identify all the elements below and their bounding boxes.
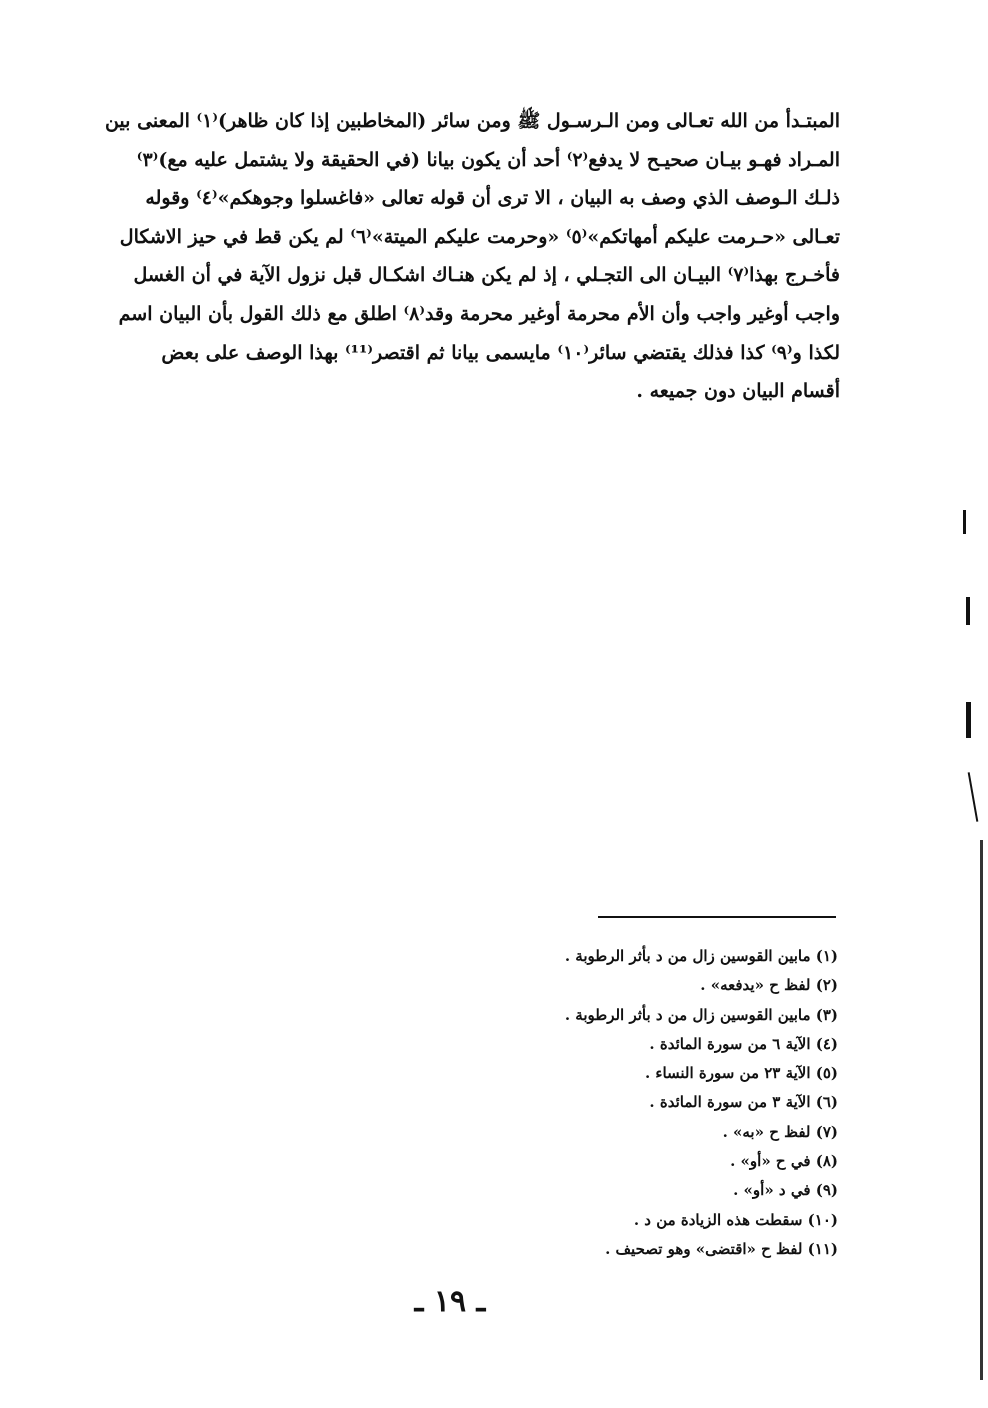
- text-line: المبتـدأ من الله تعـالى ومن الـرسـول ﷺ ومن سائر (المخاطبين إذا كان ظاهر)⁽١⁾ المعنى بين: [104, 110, 840, 132]
- footnote-item: (٢) لفظ ح «يدفعه» .: [700, 976, 838, 995]
- scan-artifact: [968, 772, 979, 822]
- footnote-item: (٤) الآية ٦ من سورة المائدة .: [649, 1034, 838, 1053]
- footnote-item: (٧) لفظ ح «به» .: [722, 1122, 838, 1141]
- footnote-item: (١١) لفظ ح «اقتضى» وهو تصحيف .: [605, 1239, 838, 1258]
- text-line: ذلـك الـوصف الذي وصف به البيان ، الا ترى أن قوله تعالى «فاغسلوا وجوهكم»⁽٤⁾ وقوله: [145, 187, 840, 210]
- footnote-item: (٩) في د «أو» .: [733, 1181, 838, 1200]
- main-text: [100, 102, 840, 411]
- footnote-separator: [598, 916, 836, 918]
- text-line: فأخـرج بهذا⁽٧⁾ البيـان الى التجـلي ، إذ لم يكن هنـاك اشكـال قبل نزول الآية في أن الغسل: [133, 264, 840, 287]
- text-line: المـراد فهـو بيـان صحيـح لا يدفع⁽٢⁾ أحد أن يكون بيانا (في الحقيقة ولا يشتمل عليه مع)⁽٣⁾: [136, 148, 840, 171]
- scan-edge-shadow: [980, 840, 983, 1380]
- scan-artifact: [963, 510, 966, 534]
- text-line: أقسام البيان دون جميعه .: [636, 380, 840, 403]
- text-line: تعـالى «حـرمت عليكم أمهاتكم»⁽٥⁾ «وحرمت عليكم الميتة»⁽٦⁾ لم يكن قط في حيز الاشكال: [119, 225, 840, 248]
- footnote-item: (٦) الآية ٣ من سورة المائدة .: [649, 1093, 838, 1112]
- footnote-item: (٣) مابين القوسين زال من د بأثر الرطوبة .: [564, 1005, 838, 1024]
- footnote-item: (١) مابين القوسين زال من د بأثر الرطوبة .: [564, 947, 838, 965]
- scan-artifact: [966, 702, 971, 738]
- footnote-item: (٨) في ح «أو» .: [730, 1152, 838, 1171]
- footnote-item: (٥) الآية ٢٣ من سورة النساء .: [644, 1064, 838, 1083]
- page-number: ـ ١٩ ـ: [414, 1284, 486, 1319]
- text-line: لكذا و⁽٩⁾ كذا فذلك يقتضي سائر⁽١٠⁾ مايسمى بيانا ثم اقتصر⁽¹¹⁾ بهذا الوصف على بعض: [161, 341, 840, 364]
- scan-artifact: [966, 597, 970, 625]
- footnotes-list: [418, 942, 838, 1264]
- text-line: واجب أوغير واجب وأن الأم محرمة أوغير محرمة وقد⁽٨⁾ اطلق مع ذلك القول بأن البيان اسم: [118, 302, 840, 325]
- footnote-item: (١٠) سقطت هذه الزيادة من د .: [633, 1210, 838, 1229]
